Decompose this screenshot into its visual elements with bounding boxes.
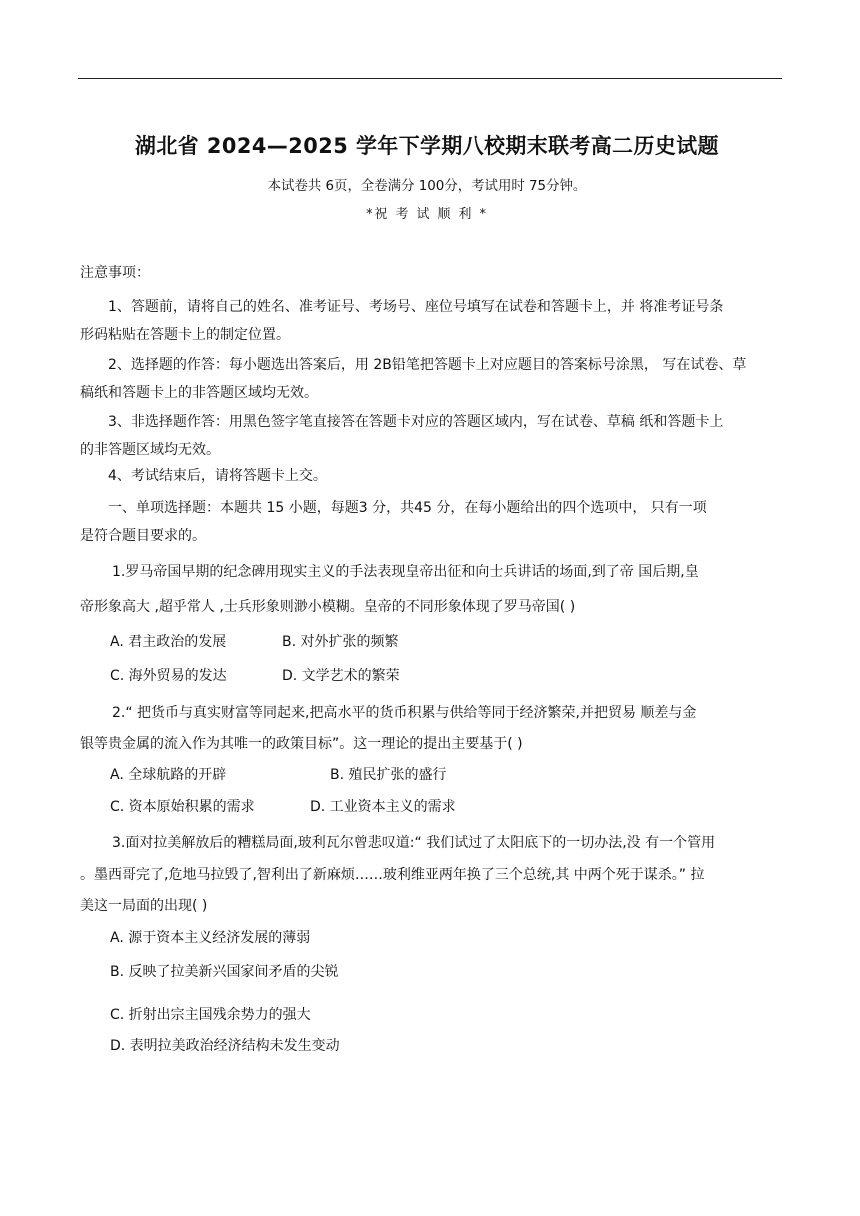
question-1-option-d[interactable]: D. 文学艺术的繁荣 [282, 668, 400, 684]
question-3-option-c[interactable]: C. 折射出宗主国残余势力的强大 [110, 1007, 311, 1023]
question-1-option-c[interactable]: C. 海外贸易的发达 [110, 668, 227, 684]
question-3-option-b[interactable]: B. 反映了拉美新兴国家间矛盾的尖锐 [110, 964, 339, 980]
question-1-option-b[interactable]: B. 对外扩张的频繁 [282, 634, 399, 650]
question-1-option-a[interactable]: A. 君主政治的发展 [110, 634, 227, 650]
question-3-line1: 3.面对拉美解放后的糟糕局面,玻利瓦尔曾悲叹道:“ 我们试过了太阳底下的一切办法,没 有一个管用 [112, 835, 716, 851]
question-2-option-a[interactable]: A. 全球航路的开辟 [110, 767, 227, 783]
notice-heading: 注意事项： [80, 265, 150, 281]
question-3-line2: 。墨西哥完了,危地马拉毁了,智利出了新麻烦……玻利维亚两年换了三个总统,其 中两个死于谋杀。” 拉 [80, 867, 705, 883]
notice-item-4-line1: 4、考试结束后，请将答题卡上交。 [108, 468, 327, 484]
header-rule [78, 78, 782, 79]
question-2-line1: 2.“ 把货币与真实财富等同起来,把高水平的货币积累与供给等同于经济繁荣,并把贸易 顺差与金 [112, 705, 697, 721]
exam-meta: 本试卷共 6页，全卷满分 100分，考试用时 75分钟。 [267, 178, 587, 194]
question-2-option-b[interactable]: B. 殖民扩张的盛行 [330, 767, 447, 783]
notice-item-2-line2: 稿纸和答题卡上的非答题区域均无效。 [80, 385, 318, 401]
section-heading-line2: 是符合题目要求的。 [80, 528, 206, 544]
exam-title: 湖北省 2024—2025 学年下学期八校期末联考高二历史试题 [135, 134, 719, 158]
question-2-option-c[interactable]: C. 资本原始积累的需求 [110, 799, 255, 815]
question-3-option-a[interactable]: A. 源于资本主义经济发展的薄弱 [110, 930, 311, 946]
section-heading-line1: 一、单项选择题：本题共 15 小题，每题3 分，共45 分，在每小题给出的四个选项中， 只有一项 [108, 500, 707, 516]
exam-wish: *祝 考 试 顺 利 * [366, 207, 488, 222]
question-2-line2: 银等贵金属的流入作为其唯一的政策目标”。这一理论的提出主要基于( ) [80, 736, 523, 752]
notice-item-1-line1: 1、答题前，请将自己的姓名、准考证号、考场号、座位号填写在试卷和答题卡上，并 将准考证号条 [108, 299, 724, 315]
question-3-line3: 美这一局面的出现( ) [80, 898, 208, 914]
question-3-option-d[interactable]: D. 表明拉美政治经济结构未发生变动 [110, 1038, 340, 1054]
notice-item-2-line1: 2、选择题的作答：每小题选出答案后，用 2B铅笔把答题卡上对应题目的答案标号涂黑， 写在试卷、草 [108, 357, 747, 373]
notice-item-1-line2: 形码粘贴在答题卡上的制定位置。 [80, 327, 290, 343]
notice-item-3-line2: 的非答题区域均无效。 [80, 442, 220, 458]
notice-item-3-line1: 3、非选择题作答：用黑色签字笔直接答在答题卡对应的答题区域内，写在试卷、草稿 纸和答题卡上 [108, 414, 724, 430]
question-2-option-d[interactable]: D. 工业资本主义的需求 [310, 799, 456, 815]
question-1-line2: 帝形象高大 ,超乎常人 ,士兵形象则渺小模糊。皇帝的不同形象体现了罗马帝国( ) [80, 599, 576, 615]
question-1-line1: 1.罗马帝国早期的纪念碑用现实主义的手法表现皇帝出征和向士兵讲话的场面,到了帝 国后期,皇 [112, 564, 699, 580]
